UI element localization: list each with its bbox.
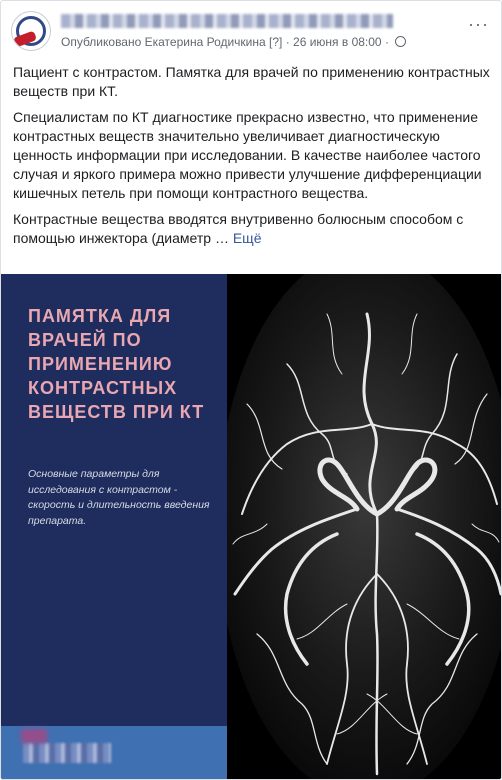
poster-title: ПАМЯТКА ДЛЯ ВРАЧЕЙ ПО ПРИМЕНЕНИЮ КОНТРАСТНЫХ ВЕЩЕСТВ ПРИ КТ xyxy=(28,306,205,422)
see-more-link[interactable]: Ещё xyxy=(232,230,262,246)
post-meta-text: Опубликовано Екатерина Родичкина [?] · 26 июня в 08:00 · xyxy=(61,35,389,49)
post-text xyxy=(13,63,491,255)
post-paragraph-1: Пациент с контрастом. Памятка для врачей по применению контрастных веществ при КТ. xyxy=(13,64,490,99)
page-avatar[interactable] xyxy=(11,11,51,51)
post-image[interactable] xyxy=(1,274,502,780)
globe-icon xyxy=(395,36,406,47)
poster-logo-redacted xyxy=(23,743,111,763)
post-meta xyxy=(61,35,406,49)
poster-panel xyxy=(1,274,227,780)
post-paragraph-3 xyxy=(13,210,491,248)
page-name-redacted[interactable] xyxy=(61,14,393,28)
post-truncated-text: Контрастные вещества вводятся внутривенно болюсным способом с помощью инжектора (диаметр … xyxy=(13,211,464,246)
brain-vessels-illustration xyxy=(227,274,502,780)
post-paragraph-2: Специалистам по КТ диагностике прекрасно известно, что применение контрастных веществ значительно увеличивает диагностическую ценность информации при исследовании. В качестве наиболее частого случая и яркого примера можно привести улучшение дифференциации кишечных петель при помощи контрастного вещества. xyxy=(13,109,482,201)
more-options-button[interactable]: ··· xyxy=(468,14,489,34)
post-header xyxy=(1,1,501,59)
poster-subtitle: Основные параметры для исследования с контрастом - скорость и длительность введения препарата. xyxy=(28,468,210,527)
angiography-image xyxy=(227,274,502,780)
